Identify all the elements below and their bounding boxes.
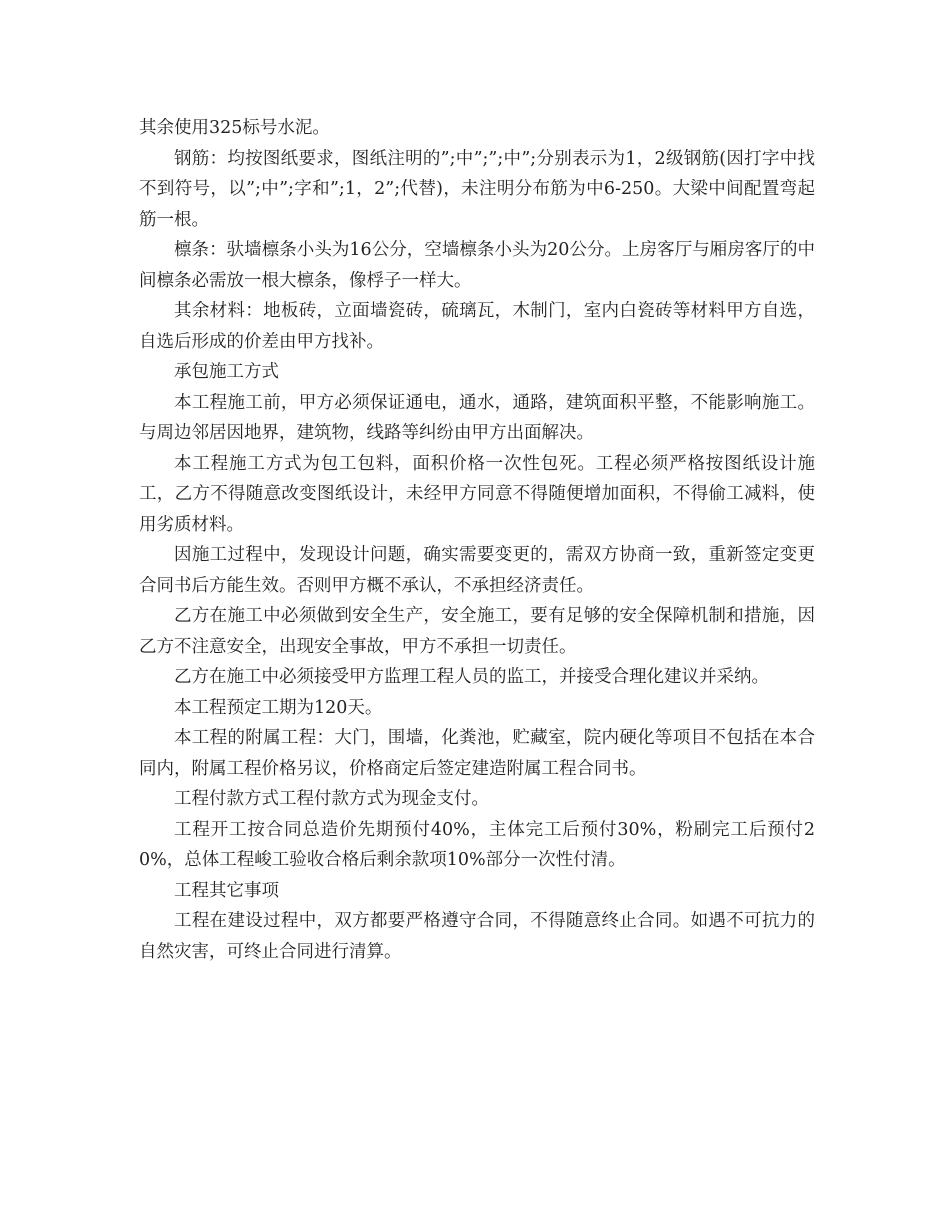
paragraph-payment-method: 工程付款方式工程付款方式为现金支付。 [174, 789, 489, 809]
paragraph-design-change: 因施工过程中，发现设计问题，确实需要变更的，需双方协商一致，重新签定变更合同书后方能生效。否则甲方概不承认，不承担经济责任。 [139, 545, 815, 596]
section-heading-other-matters: 工程其它事项 [174, 880, 279, 901]
paragraph-ancillary-works: 本工程的附属工程：大门，围墙，化粪池，贮藏室，院内硬化等项目不包括在本合同内，附属工程价格另议，价格商定后签定建造附属工程合同书。 [139, 728, 815, 779]
paragraph-termination: 工程在建设过程中，双方都要严格遵守合同，不得随意终止合同。如遇不可抗力的自然灾害，可终止合同进行清算。 [139, 911, 815, 962]
paragraph-preconstruction: 本工程施工前，甲方必须保证通电，通水，通路，建筑面积平整，不能影响施工。与周边邻居因地界，建筑物，线路等纠纷由甲方出面解决。 [139, 392, 815, 443]
paragraph-other-materials: 其余材料：地板砖，立面墙瓷砖，硫璃瓦，木制门，室内白瓷砖等材料甲方自选，自选后形成的价差由甲方找补。 [139, 301, 815, 352]
paragraph-cement: 其余使用325标号水泥。 [139, 118, 330, 138]
section-heading-contracting: 承包施工方式 [174, 362, 279, 382]
paragraph-purlin: 檩条：驮墙檩条小头为16公分，空墙檩条小头为20公分。上房客厅与厢房客厅的中间檩条必需放一根大檩条，像桴子一样大。 [139, 240, 815, 291]
document-body [139, 113, 815, 967]
paragraph-supervision: 乙方在施工中必须接受甲方监理工程人员的监工，并接受合理化建议并采纳。 [174, 667, 769, 687]
paragraph-construction-method: 本工程施工方式为包工包料，面积价格一次性包死。工程必须严格按图纸设计施工，乙方不得随意改变图纸设计，未经甲方同意不得随便增加面积，不得偷工减料，使用劣质材料。 [139, 453, 815, 535]
paragraph-rebar: 钢筋：均按图纸要求，图纸注明的”;中”;”;中”;分别表示为1，2级钢筋(因打字中找不到符号，以”;中”;字和”;1，2”;代替)，未注明分布筋为中6-250。大梁中间配置弯起筋一根。 [139, 148, 815, 230]
paragraph-payment-schedule: 工程开工按合同总造价先期预付40%，主体完工后预付30%，粉刷完工后预付20%，总体工程峻工验收合格后剩余款项10%部分一次性付清。 [139, 819, 815, 870]
paragraph-schedule: 本工程预定工期为120天。 [174, 697, 383, 718]
paragraph-safety: 乙方在施工中必须做到安全生产，安全施工，要有足够的安全保障机制和措施，因乙方不注意安全，出现安全事故，甲方不承担一切责任。 [139, 606, 815, 657]
